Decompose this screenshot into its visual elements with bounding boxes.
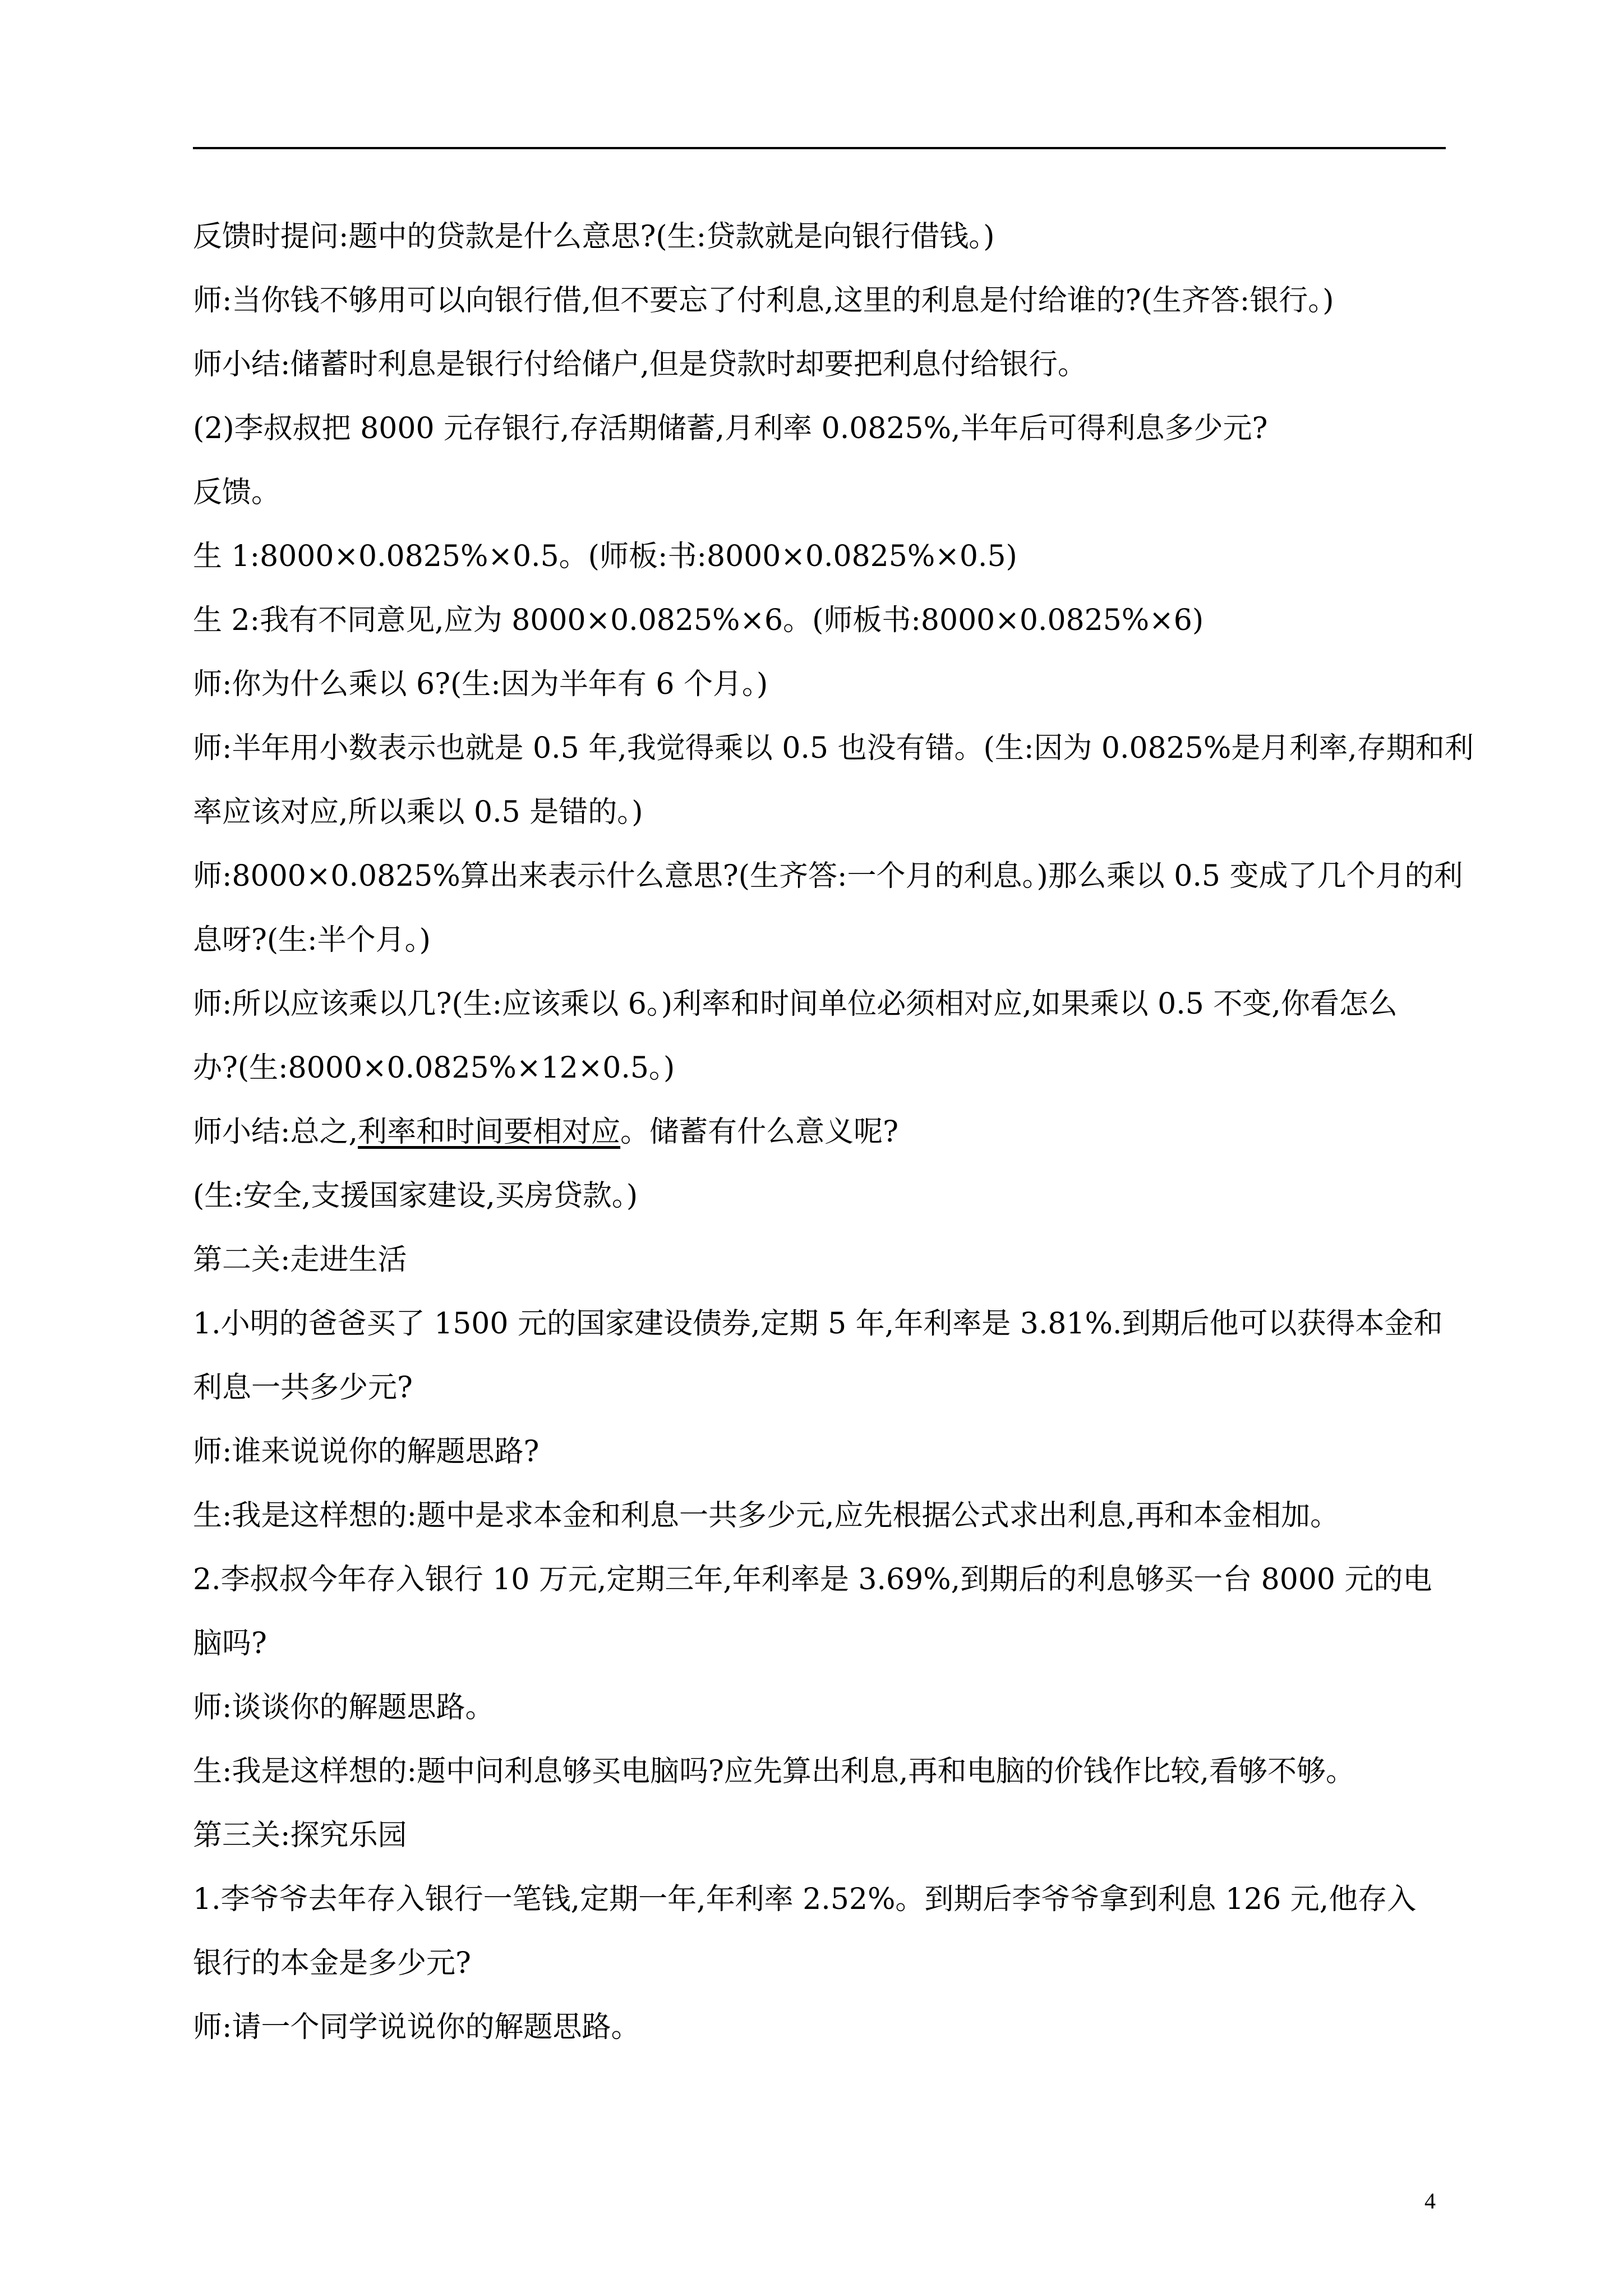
summary-line <box>193 1100 1446 1164</box>
text-line: 师:半年用小数表示也就是 0.5 年,我觉得乘以 0.5 也没有错。(生:因为 0.0825%是月利率,存期和利 <box>193 731 1474 765</box>
text-line: (2)李叔叔把 8000 元存银行,存活期储蓄,月利率 0.0825%,半年后可得利息多少元? <box>193 412 1268 445</box>
summary-prefix: 师小结:总之, <box>193 1115 358 1149</box>
text-line: 师:8000×0.0825%算出来表示什么意思?(生齐答:一个月的利息。)那么乘以 0.5 变成了几个月的利 <box>193 859 1463 893</box>
text-line: 2.李叔叔今年存入银行 10 万元,定期三年,年利率是 3.69%,到期后的利息够买一台 8000 元的电 <box>193 1563 1432 1596</box>
page-number: 4 <box>1424 2188 1436 2214</box>
text-line: 脑吗? <box>193 1627 267 1660</box>
text-line: 反馈时提问:题中的贷款是什么意思?(生:贷款就是向银行借钱。) <box>193 220 995 254</box>
text-line: 反馈。 <box>193 476 281 509</box>
text-line: 生:我是这样想的:题中是求本金和利息一共多少元,应先根据公式求出利息,再和本金相加。 <box>193 1499 1340 1533</box>
summary-underlined: 利率和时间要相对应 <box>358 1115 621 1149</box>
text-line: 师小结:储蓄时利息是银行付给储户,但是贷款时却要把利息付给银行。 <box>193 348 1087 381</box>
text-line: 银行的本金是多少元? <box>193 1947 471 1980</box>
text-line: 生:我是这样想的:题中问利息够买电脑吗?应先算出利息,再和电脑的价钱作比较,看够不够。 <box>193 1755 1355 1788</box>
text-line: 师:请一个同学说说你的解题思路。 <box>193 2010 640 2044</box>
text-line: 师:当你钱不够用可以向银行借,但不要忘了付利息,这里的利息是付给谁的?(生齐答:银行。) <box>193 284 1334 318</box>
text-line: 师:谈谈你的解题思路。 <box>193 1691 495 1724</box>
text-line: 率应该对应,所以乘以 0.5 是错的。) <box>193 795 643 829</box>
text-line: 1.李爷爷去年存入银行一笔钱,定期一年,年利率 2.52%。到期后李爷爷拿到利息 126 元,他存入 <box>193 1883 1417 1916</box>
body-text <box>193 205 1474 2059</box>
header-rule <box>193 147 1446 149</box>
text-line: 利息一共多少元? <box>193 1371 413 1405</box>
text-line: 师:所以应该乘以几?(生:应该乘以 6。)利率和时间单位必须相对应,如果乘以 0.5 不变,你看怎么 <box>193 987 1398 1021</box>
text-line: (生:安全,支援国家建设,买房贷款。) <box>193 1179 638 1213</box>
summary-suffix: 。储蓄有什么意义呢? <box>620 1115 898 1149</box>
text-line: 师:谁来说说你的解题思路? <box>193 1435 540 1469</box>
text-line: 办?(生:8000×0.0825%×12×0.5。) <box>193 1051 675 1085</box>
text-line: 息呀?(生:半个月。) <box>193 923 431 957</box>
text-line: 师:你为什么乘以 6?(生:因为半年有 6 个月。) <box>193 668 768 701</box>
text-line: 生 1:8000×0.0825%×0.5。(师板:书:8000×0.0825%×0.5) <box>193 540 1017 573</box>
text-line: 生 2:我有不同意见,应为 8000×0.0825%×6。(师板书:8000×0.0825%×6) <box>193 604 1204 637</box>
section-heading: 第三关:探究乐园 <box>193 1819 407 1852</box>
section-heading: 第二关:走进生活 <box>193 1243 407 1277</box>
text-line: 1.小明的爸爸买了 1500 元的国家建设债券,定期 5 年,年利率是 3.81%.到期后他可以获得本金和 <box>193 1307 1443 1341</box>
